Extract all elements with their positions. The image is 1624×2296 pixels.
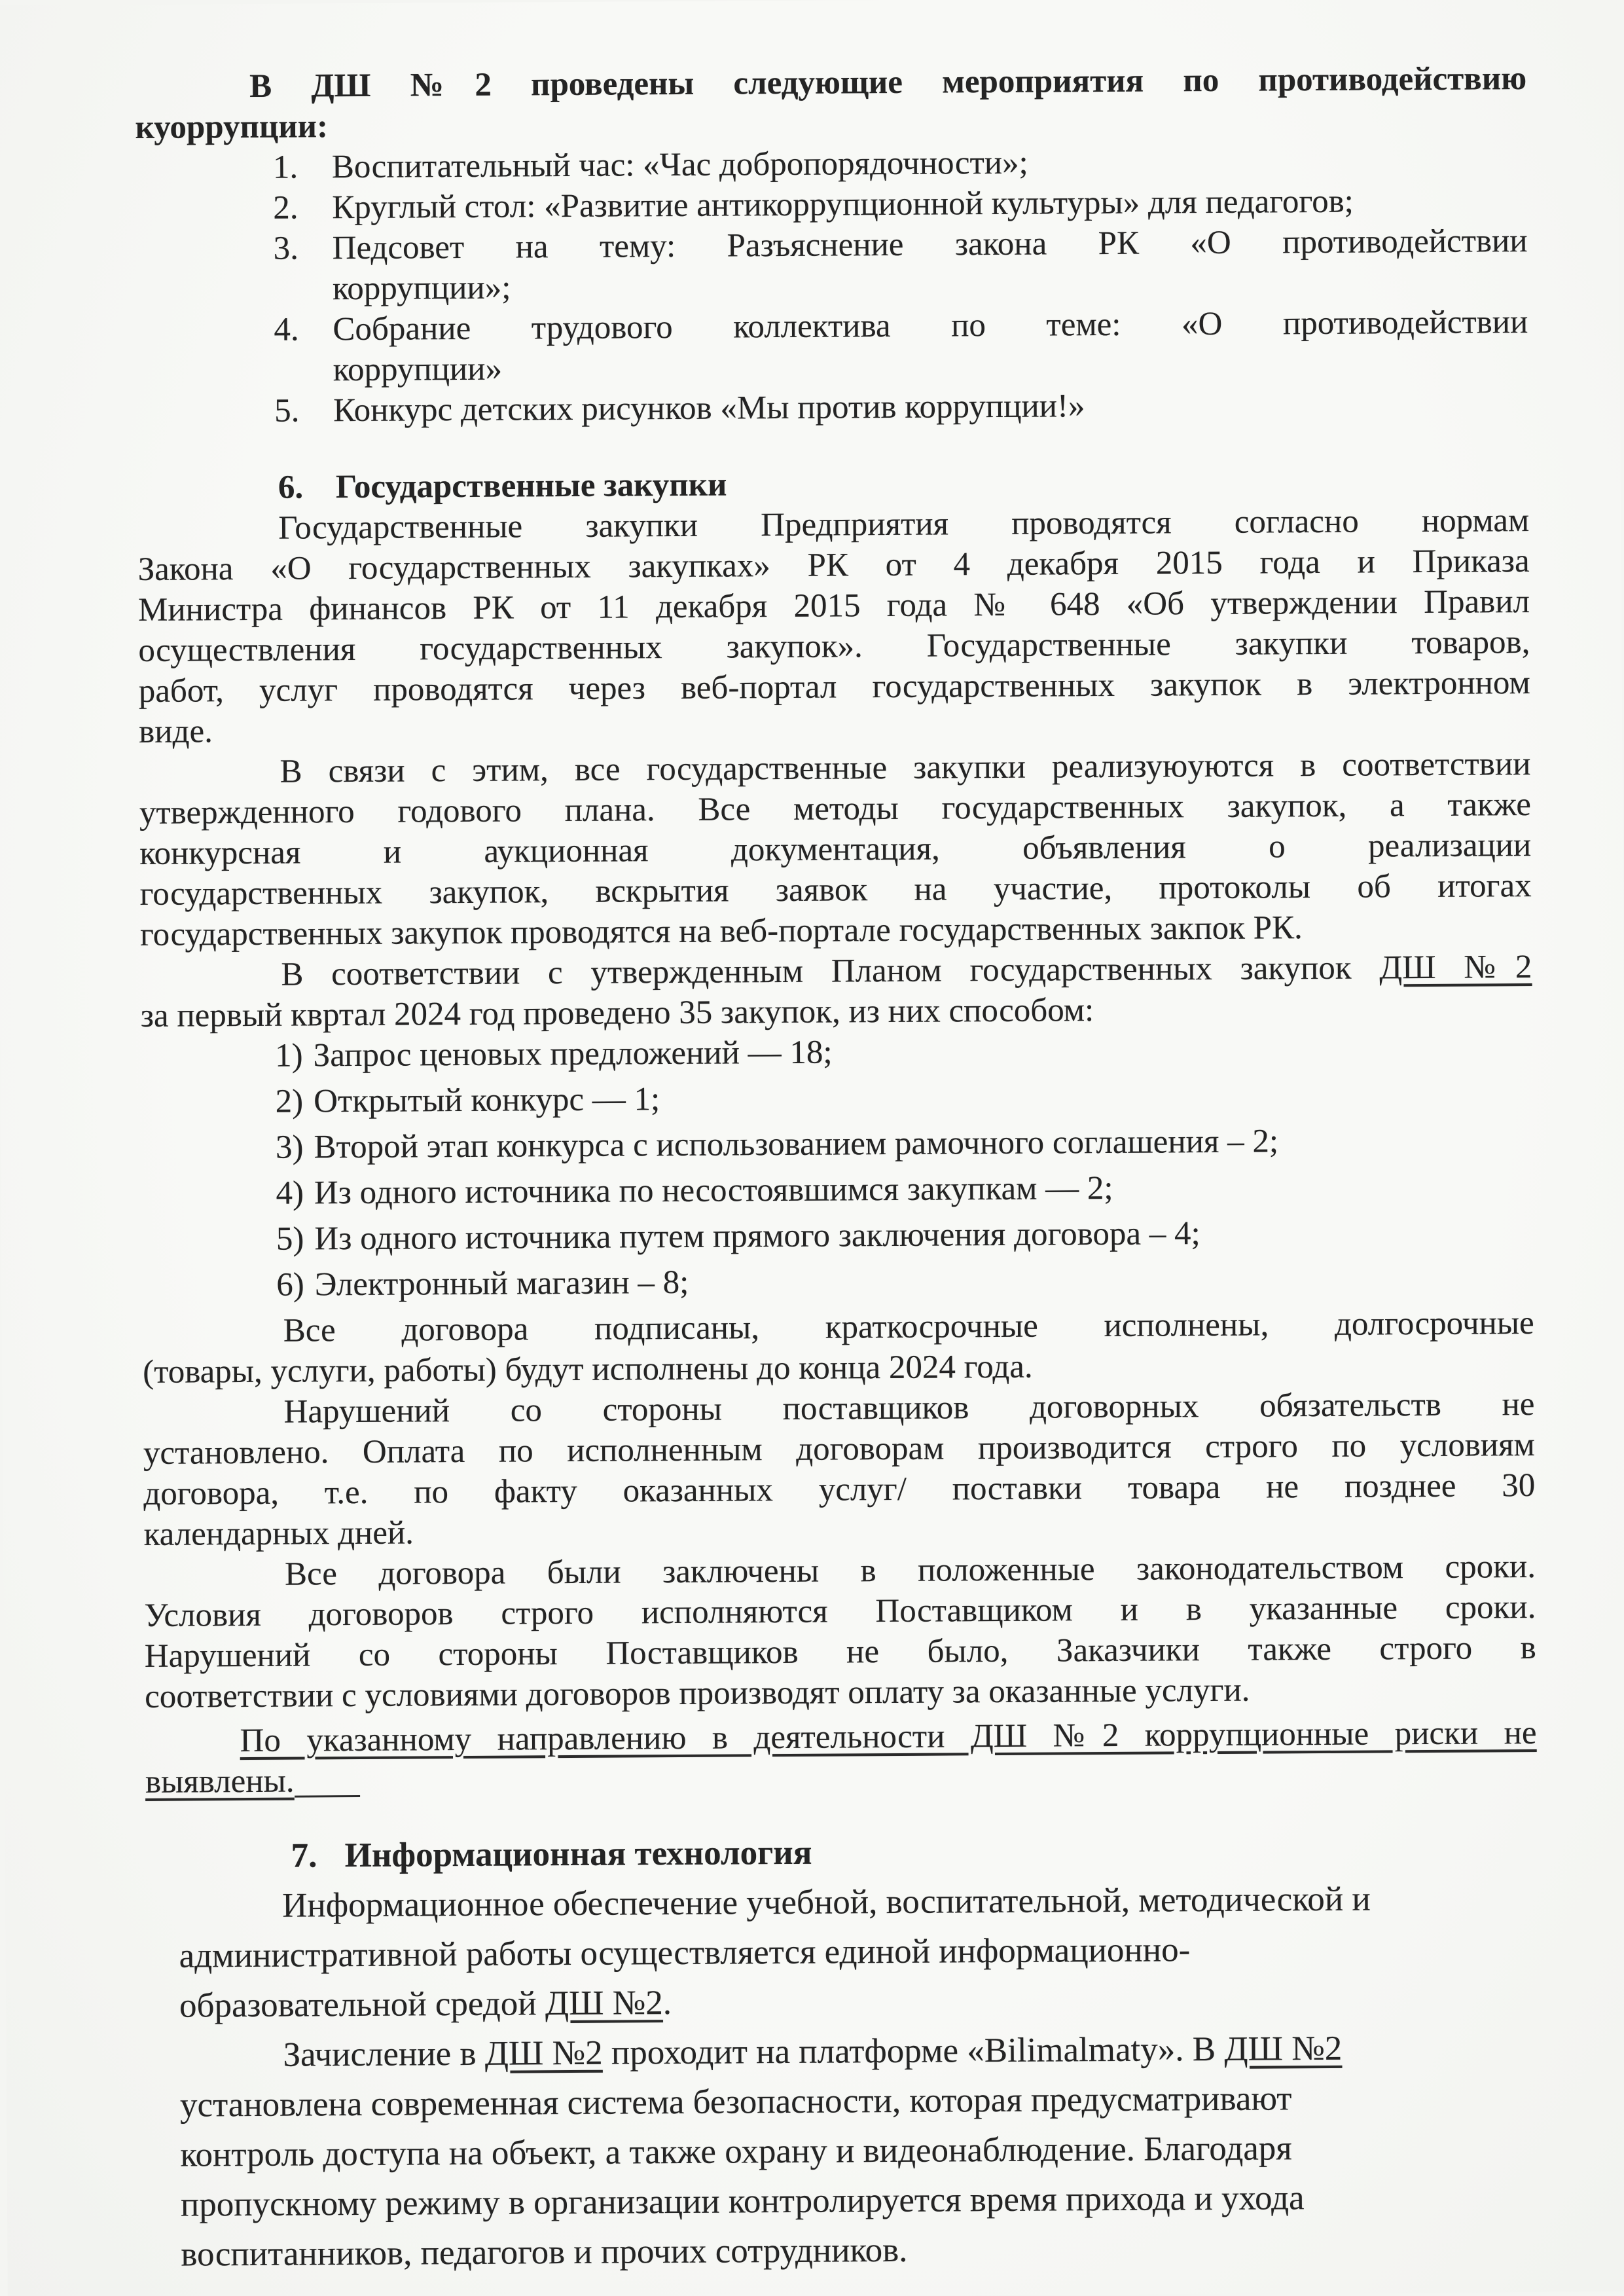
text-line: Все договора были заключены в положенные законодательством сроки. bbox=[284, 1548, 1536, 1593]
text-line: воспитанников, педагогов и прочих сотрудников. bbox=[181, 2231, 908, 2274]
list-item-body bbox=[332, 139, 1527, 187]
text-segment: Зачисление в bbox=[283, 2034, 485, 2074]
method-number: 5) bbox=[276, 1220, 304, 1258]
method-text: Из одного источника по несостоявшимся закупкам — 2; bbox=[314, 1169, 1113, 1212]
list-item bbox=[273, 180, 1527, 228]
section6-heading bbox=[278, 460, 1529, 508]
text-line: установлено. Оплата по исполненным договорам производится строго по условиям bbox=[143, 1427, 1536, 1472]
list-item-number: 4. bbox=[274, 311, 299, 348]
list-item-number: 2. bbox=[273, 189, 298, 227]
text-line: (товары, услуги, работы) будут исполнены до конца 2024 года. bbox=[142, 1348, 1033, 1391]
text-line: Министра финансов РК от 11 декабря 2015 года № 648 «Об утверждении Правил bbox=[137, 583, 1530, 629]
text-line: конкурсная и аукционная документация, объявления о реализации bbox=[139, 827, 1532, 873]
method-text: Открытый конкурс — 1; bbox=[313, 1081, 660, 1120]
underlined-school-ref: ДШ №2 bbox=[1224, 2029, 1343, 2068]
method-item bbox=[276, 1211, 1534, 1260]
intro-heading bbox=[135, 58, 1527, 148]
text-line: осуществления государственных закупок». Государственные закупки товаров, bbox=[138, 624, 1530, 670]
list-item-body bbox=[332, 180, 1527, 228]
text-line: виде. bbox=[138, 713, 213, 751]
text-line: договора, т.е. по факту оказанных услуг/ поставки товара не позднее 30 bbox=[143, 1467, 1536, 1513]
text-line: Условия договоров строго исполняются Поставщиком и в указанные сроки. bbox=[144, 1589, 1536, 1635]
method-text: Второй этап конкурса с использованием рамочного соглашения – 2; bbox=[314, 1123, 1279, 1166]
text-line: контроль доступа на объект, а также охрану и видеонаблюдение. Благодаря bbox=[180, 2129, 1292, 2174]
underlined-school-ref: ДШ №2 bbox=[545, 1984, 663, 2023]
underlined-school-ref: ДШ №2 bbox=[1379, 949, 1532, 987]
list-item-body bbox=[333, 383, 1528, 431]
list-item bbox=[273, 139, 1527, 188]
paragraph-procurement-law bbox=[137, 500, 1530, 752]
text-line bbox=[145, 1713, 1536, 1762]
list-item bbox=[274, 302, 1528, 391]
method-text: Из одного источника путем прямого заключения договора – 4; bbox=[314, 1215, 1200, 1258]
text-line bbox=[179, 2022, 1538, 2081]
paragraph-info-support bbox=[179, 1873, 1538, 2031]
underlined-text: выявлены. bbox=[145, 1762, 295, 1801]
text-line: Нарушений со стороны поставщиков договорных обязательств не bbox=[283, 1386, 1535, 1430]
text-line bbox=[140, 947, 1532, 996]
text-line: Закона «О государственных закупках» РК от 4 декабря 2015 года и Приказа bbox=[137, 543, 1530, 589]
text-segment: . bbox=[662, 1984, 672, 2022]
text-line: за первый квртал 2024 год проведено 35 закупок, из них способом: bbox=[140, 992, 1094, 1035]
text-line: государственных закупок проводятся на веб-портале государственных закпок РК. bbox=[139, 909, 1303, 954]
text-line: Все договора подписаны, краткосрочные исполнены, долгосрочные bbox=[283, 1305, 1534, 1349]
paragraph-annual-plan bbox=[139, 744, 1532, 955]
anticorruption-events-list bbox=[135, 139, 1529, 432]
text-segment: проходит на платформе «Bilimalmaty». В bbox=[602, 2030, 1225, 2072]
paragraph-no-violations bbox=[143, 1384, 1535, 1555]
section-number: 6. bbox=[278, 469, 304, 506]
text-line: административной работы осуществляется единой информационно- bbox=[179, 1931, 1191, 1975]
section-title: Государственные закупки bbox=[335, 466, 727, 506]
text-line: Круглый стол: «Развитие антикоррупционной культуры» для педагогов; bbox=[332, 183, 1354, 227]
paragraph-contract-terms bbox=[144, 1546, 1536, 1717]
text-line: коррупции»; bbox=[332, 269, 511, 308]
underlined-school-ref: ДШ №2 bbox=[484, 2033, 603, 2073]
text-line: В ДШ №2 проведены следующие мероприятия по противодействию bbox=[249, 60, 1527, 105]
section7-heading bbox=[291, 1823, 1537, 1881]
list-item-body bbox=[333, 302, 1528, 390]
underline-tail bbox=[295, 1787, 360, 1798]
text-line: коррупции» bbox=[333, 350, 503, 389]
list-item-body bbox=[332, 221, 1528, 309]
text-line: государственных закупок, вскрытия заявок на участие, протоколы об итогах bbox=[139, 867, 1532, 913]
text-line: установлена современная система безопасности, которая предусматривают bbox=[179, 2079, 1292, 2124]
paragraph-contracts-signed bbox=[143, 1303, 1535, 1393]
text-line bbox=[145, 1753, 1537, 1802]
text-line: Собрание трудового коллектива по теме: «О противодействии bbox=[333, 304, 1528, 348]
section7 bbox=[145, 1823, 1540, 2280]
list-item bbox=[273, 221, 1528, 310]
text-line: Конкурс детских рисунков «Мы против коррупции!» bbox=[333, 388, 1085, 429]
paragraph-procurement-plan bbox=[140, 947, 1532, 1036]
text-line: Нарушений со стороны Поставщиков не было, Заказчики также строго в bbox=[144, 1630, 1536, 1675]
section-title: Информационная технология bbox=[344, 1833, 812, 1875]
text-line: пропускному режиму в организации контролируется время прихода и ухода bbox=[180, 2179, 1305, 2224]
list-item-number: 5. bbox=[274, 392, 300, 429]
text-line: соответствии с условиями договоров производят оплату за оказанные услуги. bbox=[145, 1671, 1250, 1716]
text-line: Информационное обеспечение учебной, воспитательной, методической и bbox=[281, 1880, 1371, 1925]
text-line: работ, услуг проводятся через веб-портал государственных закупок в электронном bbox=[138, 665, 1530, 710]
method-item bbox=[276, 1120, 1533, 1168]
method-number: 3) bbox=[275, 1129, 304, 1166]
text-line: утвержденного годового плана. Все методы государственных закупок, а также bbox=[139, 786, 1532, 832]
list-item bbox=[274, 383, 1528, 431]
paragraph-enrollment-security bbox=[179, 2022, 1540, 2280]
underlined-text: По указанному направлению в деятельности ДШ №2 коррупционные риски не bbox=[240, 1715, 1537, 1760]
method-item bbox=[275, 1028, 1532, 1076]
method-number: 1) bbox=[275, 1037, 303, 1074]
text-line: Воспитательный час: «Час добропорядочности»; bbox=[331, 144, 1028, 186]
section-number: 7. bbox=[291, 1836, 317, 1875]
text-line: куоррупции: bbox=[135, 108, 329, 147]
list-item-number: 3. bbox=[273, 230, 299, 267]
text-line: Государственные закупки Предприятия проводятся согласно нормам bbox=[278, 502, 1530, 547]
method-text: Электронный магазин – 8; bbox=[314, 1264, 689, 1303]
text-segment: образовательной средой bbox=[179, 1984, 546, 2025]
method-number: 4) bbox=[276, 1175, 304, 1212]
text-line: В связи с этим, все государственные закупки реализуюуются в соответствии bbox=[280, 746, 1531, 790]
method-item bbox=[276, 1165, 1533, 1214]
method-item bbox=[276, 1257, 1534, 1305]
list-item-number: 1. bbox=[272, 149, 298, 186]
method-number: 2) bbox=[275, 1083, 304, 1120]
method-number: 6) bbox=[276, 1266, 304, 1303]
method-item bbox=[275, 1074, 1532, 1122]
text-line: календарных дней. bbox=[143, 1514, 414, 1554]
text-line: Педсовет на тему: Разъяснение закона РК «О противодействии bbox=[332, 223, 1528, 267]
text-segment: В соответствии с утвержденным Планом государственных закупок bbox=[281, 949, 1380, 993]
conclusion-underlined bbox=[145, 1713, 1537, 1802]
procurement-methods-list bbox=[141, 1028, 1534, 1306]
method-text: Запрос ценовых предложений — 18; bbox=[313, 1034, 833, 1074]
text-line bbox=[179, 1973, 1538, 2031]
